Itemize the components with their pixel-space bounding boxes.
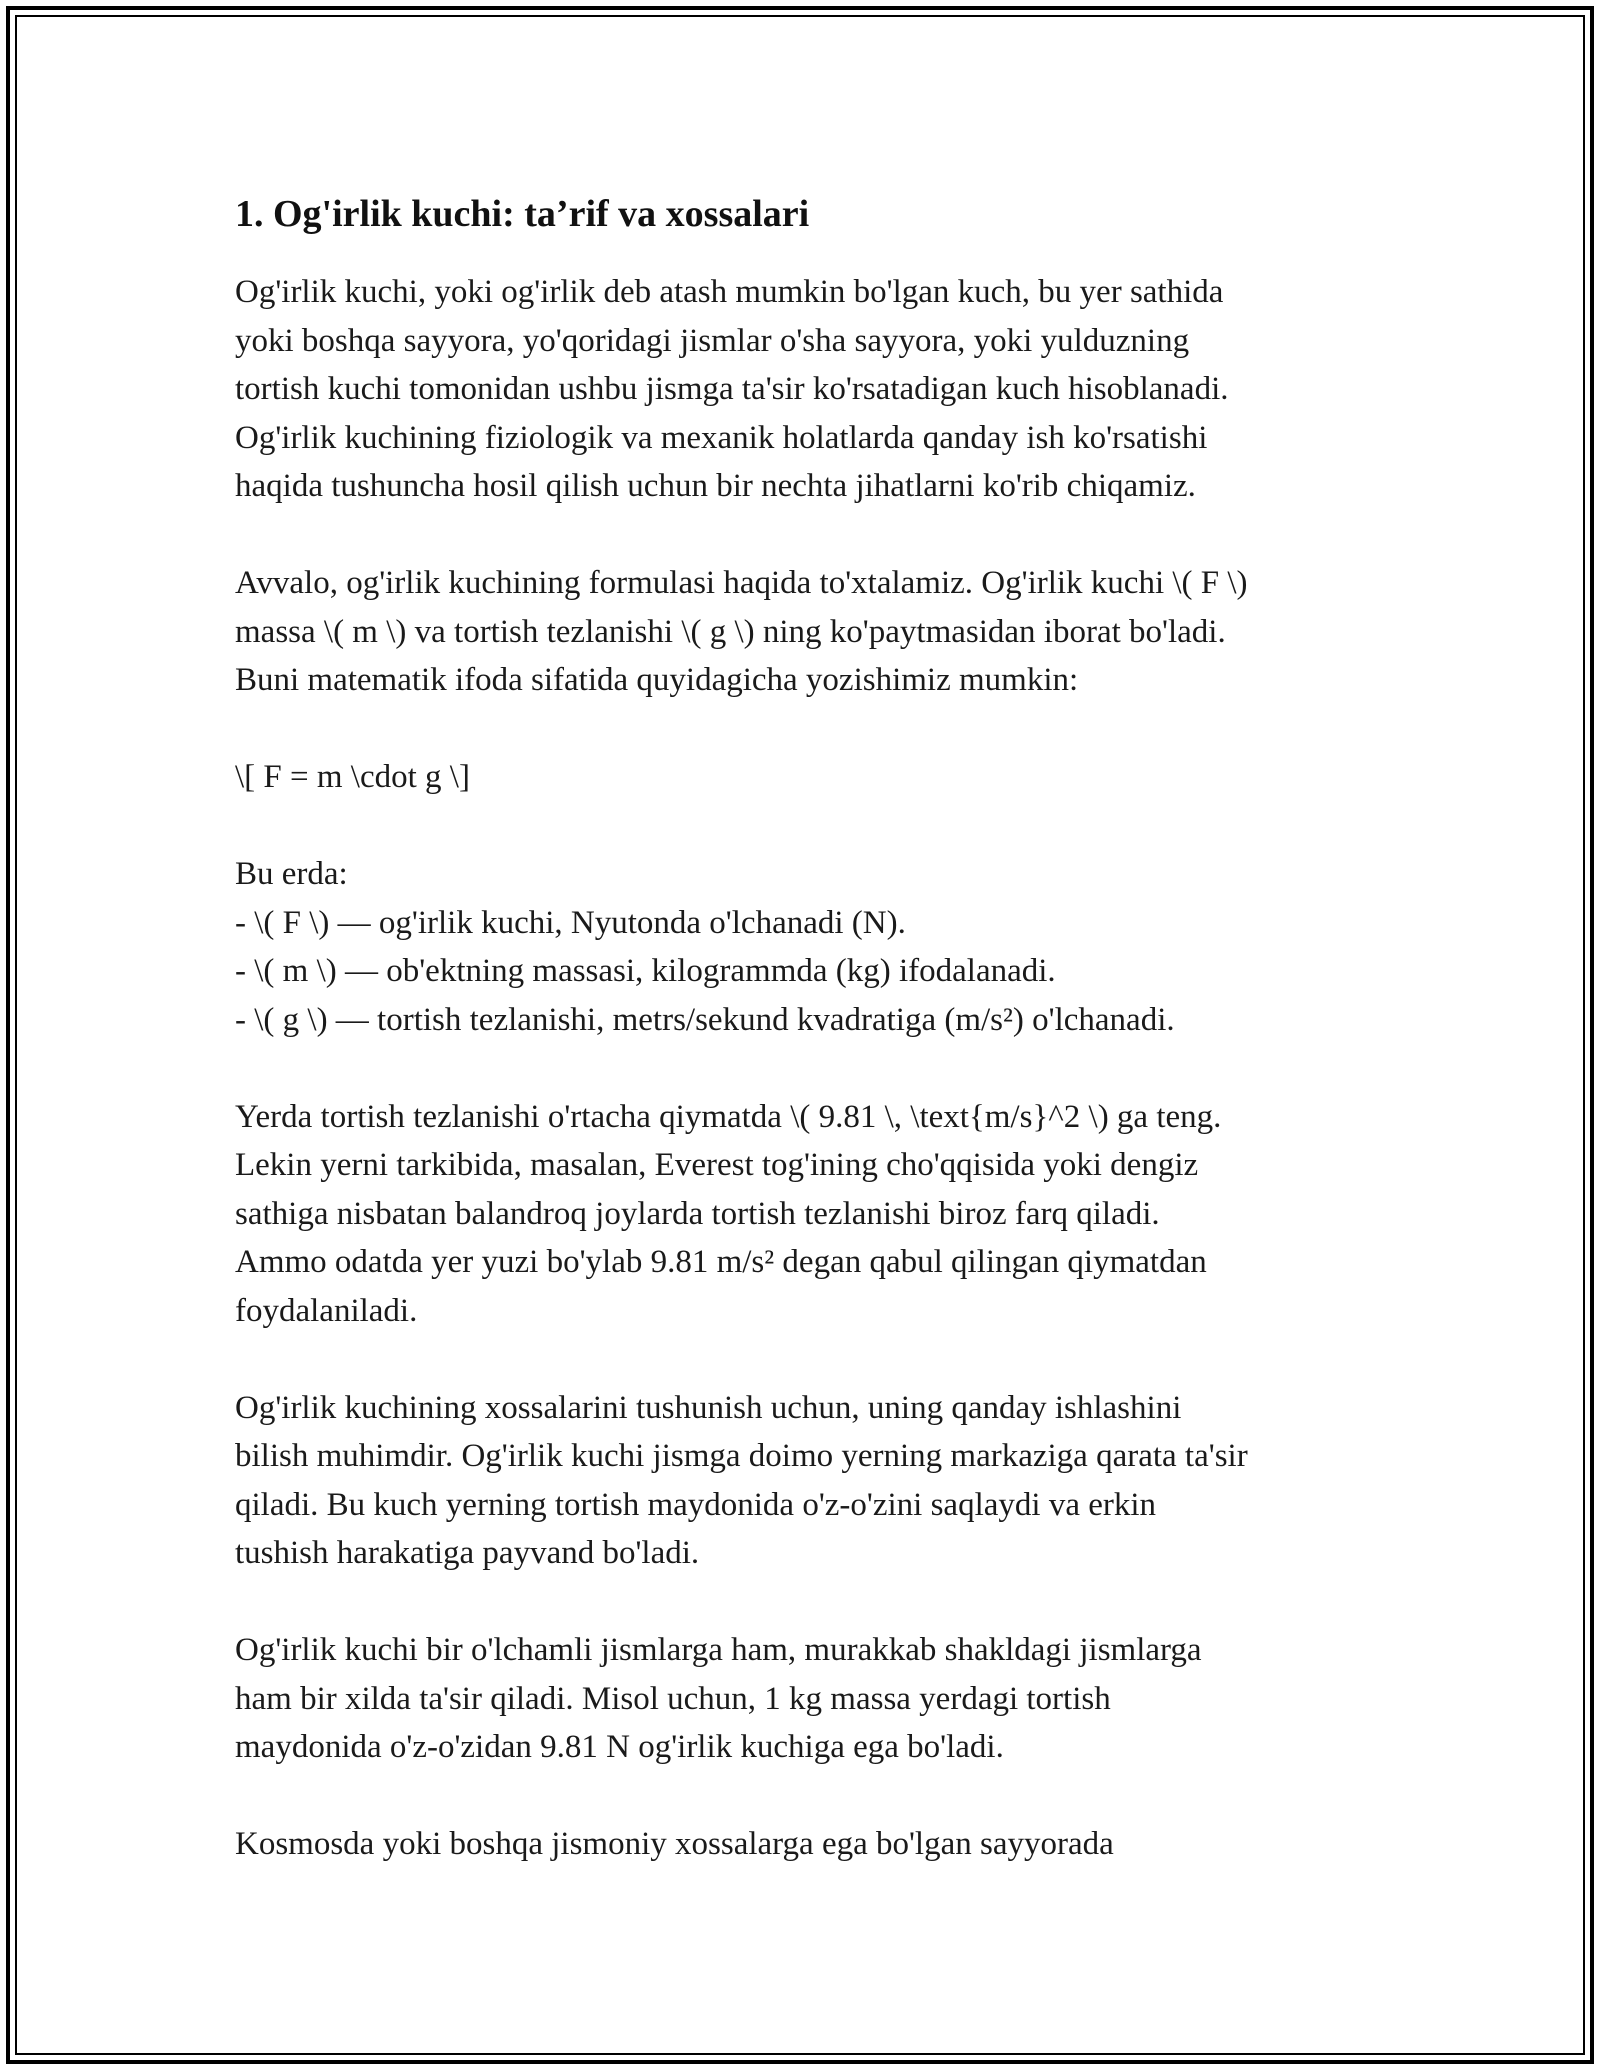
paragraph-properties: Og'irlik kuchining xossalarini tushunish uchun, uning qanday ishlashini bilish muhimdir. Og'irlik kuchi jismga doimo yerning markaziga qarata ta'sir qiladi. Bu kuch yerning tortish maydonida o'z-o'zini saqlaydi va erkin tushish harakatiga payvand bo'ladi. xyxy=(235,1389,1248,1571)
paragraph-intro: Og'irlik kuchi, yoki og'irlik deb atash mumkin bo'lgan kuch, bu yer sathida yoki boshqa sayyora, yo'qoridagi jismlar o'sha sayyora, yoki yulduzning tortish kuchi tomonidan ushbu jismga ta'sir ko'rsatadigan kuch hisoblanadi. Og'irlik kuchining fiziologik va mexanik holatlarda qanday ish ko'rsatishi haqida tushuncha hosil qilish uchun bir nechta jihatlarni ko'rib chiqamiz. xyxy=(235,274,1229,504)
paragraph-space: Kosmosda yoki boshqa jismoniy xossalarga ega bo'lgan sayyorada xyxy=(235,1826,1114,1862)
paragraph-example: Og'irlik kuchi bir o'lchamli jismlarga ham, murakkab shakldagi jismlarga ham bir xilda ta'sir qiladi. Misol uchun, 1 kg massa yerdagi tortish maydonida o'z-o'zidan 9.81 N og'irlik kuchiga ega bo'ladi. xyxy=(235,1632,1202,1765)
paragraph-formula-intro: Avvalo, og'irlik kuchining formulasi haqida to'xtalamiz. Og'irlik kuchi \( F \) massa \( m \) va tortish tezlanishi \( g \) ning ko'paytmasidan iborat bo'ladi. Buni matematik ifoda sifatida quyidagicha yozishimiz mumkin: xyxy=(235,565,1248,698)
paragraph-gravity-acceleration: Yerda tortish tezlanishi o'rtacha qiymatda \( 9.81 \, \text{m/s}^2 \) ga teng. Lekin yerni tarkibida, masalan, Everest tog'ining cho'qqisida yoki dengiz sathiga nisbatan balandroq joylarda tortish tezlanishi biroz farq qiladi. Ammo odatda yer yuzi bo'ylab 9.81 m/s² degan qabul qilingan qiymatdan foydalaniladi. xyxy=(235,1098,1222,1329)
section-heading: 1. Og'irlik kuchi: ta’rif va xossalari xyxy=(235,193,810,235)
document-body xyxy=(235,190,1375,1917)
paragraph-variables-list: Bu erda: - \( F \) — og'irlik kuchi, Nyutonda o'lchanadi (N). - \( m \) — ob'ektning massasi, kilogrammda (kg) ifodalanadi. - \( g \) — tortish tezlanishi, metrs/sekund kvadratiga (m/s²) o'lchanadi. xyxy=(235,856,1175,1038)
formula-line: \[ F = m \cdot g \] xyxy=(235,759,470,795)
